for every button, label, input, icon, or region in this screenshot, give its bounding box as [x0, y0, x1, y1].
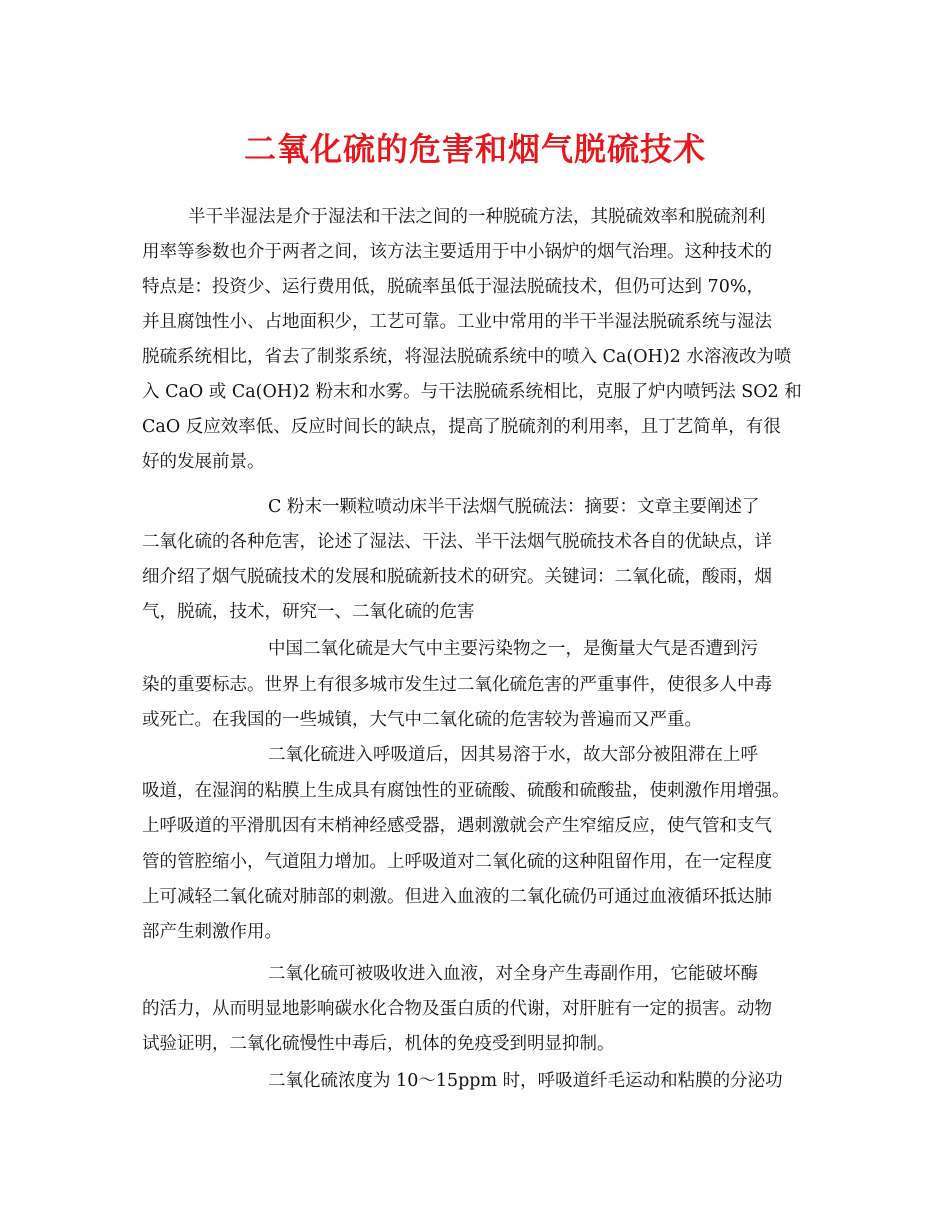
- document-title: 二氧化硫的危害和烟气脱硫技术: [243, 130, 706, 168]
- text-line: 二氧化硫浓度为 10～15ppm 时，呼吸道纤毛运动和粘膜的分泌功: [268, 1071, 783, 1091]
- text-line: 吸道，在湿润的粘膜上生成具有腐蚀性的亚硫酸、硫酸和硫酸盐，使刺激作用增强。: [142, 781, 790, 801]
- text-line: 二氧化硫进入呼吸道后，因其易溶于水，故大部分被阻滞在上呼: [268, 745, 758, 765]
- text-line: 中国二氧化硫是大气中主要污染物之一，是衡量大气是否遭到污: [268, 639, 758, 659]
- text-line: 并且腐蚀性小、占地面积少，工艺可靠。工业中常用的半干半湿法脱硫系统与湿法: [142, 312, 772, 332]
- text-line: 上可减轻二氧化硫对肺部的刺激。但进入血液的二氧化硫仍可通过血液循环抵达肺: [142, 887, 772, 907]
- text-line: 或死亡。在我国的一些城镇，大气中二氧化硫的危害较为普遍而又严重。: [142, 710, 702, 730]
- text-line: 管的管腔缩小，气道阻力增加。上呼吸道对二氧化硫的这种阻留作用，在一定程度: [142, 852, 772, 872]
- text-line: 部产生刺激作用。: [142, 922, 282, 942]
- text-line: 好的发展前景。: [142, 452, 265, 472]
- text-line: 二氧化硫的各种危害，论述了湿法、干法、半干法烟气脱硫技术各自的优缺点，详: [142, 532, 772, 552]
- text-line: 染的重要标志。世界上有很多城市发生过二氧化硫危害的严重事件，使很多人中毒: [142, 675, 772, 695]
- text-line: 特点是：投资少、运行费用低，脱硫率虽低于湿法脱硫技术，但仍可达到 70%，: [142, 277, 764, 297]
- text-line: 气，脱硫，技术，研究一、二氧化硫的危害: [142, 602, 475, 622]
- text-line: 入 CaO 或 Ca(OH)2 粉末和水雾。与干法脱硫系统相比，克服了炉内喷钙法 SO2 和: [142, 382, 802, 402]
- text-line: 脱硫系统相比，省去了制浆系统，将湿法脱硫系统中的喷入 Ca(OH)2 水溶液改为喷: [142, 347, 792, 367]
- text-line: 的活力，从而明显地影响碳水化合物及蛋白质的代谢，对肝脏有一定的损害。动物: [142, 999, 772, 1019]
- text-line: 用率等参数也介于两者之间，该方法主要适用于中小锅炉的烟气治理。这种技术的: [142, 242, 772, 262]
- text-line: 半干半湿法是介于湿法和干法之间的一种脱硫方法，其脱硫效率和脱硫剂利: [188, 207, 766, 227]
- text-line: 细介绍了烟气脱硫技术的发展和脱硫新技术的研究。关键词：二氧化硫，酸雨，烟: [142, 567, 772, 587]
- text-line: CaO 反应效率低、反应时间长的缺点，提高了脱硫剂的利用率，且丁艺简单，有很: [142, 417, 781, 437]
- text-line: 上呼吸道的平滑肌因有末梢神经感受器，遇刺激就会产生窄缩反应，使气管和支气: [142, 816, 772, 836]
- text-line: 试验证明，二氧化硫慢性中毒后，机体的免疫受到明显抑制。: [142, 1034, 615, 1054]
- text-line: C 粉末一颗粒喷动床半干法烟气脱硫法：摘要：文章主要阐述了: [268, 497, 760, 517]
- text-line: 二氧化硫可被吸收进入血液，对全身产生毒副作用，它能破坏酶: [268, 964, 758, 984]
